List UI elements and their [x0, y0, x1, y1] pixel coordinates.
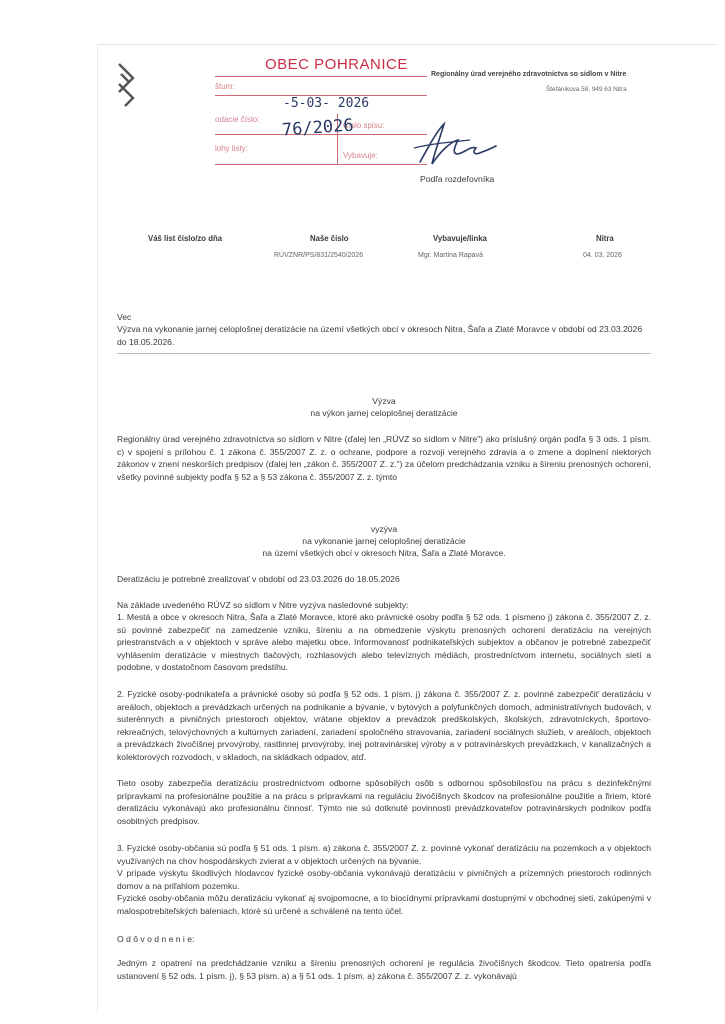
office-name: Regionálny úrad verejného zdravotníctva so sídlom v Nitre: [431, 71, 627, 78]
stamp-label-attachments: lohy listy:: [215, 144, 248, 153]
recipient: Podľa rozdeľovníka: [420, 174, 495, 184]
subject-divider: [117, 353, 651, 354]
registry-stamp: [215, 52, 430, 170]
reasoning-text: Jedným z opatrení na predchádzanie vzniku a šíreniu prenosných ochorení je regulácia živočíšnych škodcov. Tieto opatrenia podľa ustanovení § 52 ods. 1 písm. j), § 53 písm. a) a § 51 ods. 1 písm. a) zákona č. 355/2007 Z. z. vykonávajú: [117, 958, 651, 981]
stamp-title: OBEC POHRANICE: [265, 56, 408, 73]
list-item-3-note: V prípade výskytu škodlivých hlodavcov fyzické osoby-občania vykonávajú deratizáciu v pivničných a prízemných priestoroch rodinných domov a na priľahlom pozemku.: [117, 868, 651, 891]
stamp-label-file: Číslo spisu:: [343, 121, 385, 130]
intro-paragraph: Regionálny úrad verejného zdravotníctva so sídlom v Nitre (ďalej len „RÚVZ so sídlom v Nitre") ako príslušný orgán podľa § 3 ods. 1 písm. c) v spojení s prílohou č. 1 zákona č. 355/2007 Z. z. o ochrane, podpore a rozvoji verejného zdravia a o zmene a doplnení niektorých zákonov v znení neskorších predpisov (ďalej len „zákon č. 355/2007 Z. z.") za účelom predchádzania vzniku a šíreniu prenosných ochorení, všetky povinné subjekty podľa § 52 a § 53 zákona č. 355/2007 Z. z. týmto: [117, 434, 651, 482]
list-item-2-note: Tieto osoby zabezpečia deratizáciu prostredníctvom odborne spôsobilých osôb s odbornou spôsobilosťou na prácu s dezinfekčnými prípravkami na profesionálne použitie a na prácu s prípravkami na reguláciu živočíšnych škodcov na profesionálne použitie a firiem, ktoré deratizáciu vykonávajú ako profesionálnu činnosť. Týmto nie sú dotknuté povinnosti prevádzkovateľov potravinárskych podnikov podľa osobitných predpisov.: [117, 778, 651, 826]
list-item-3: 3. Fyzické osoby-občania sú podľa § 51 ods. 1 písm. a) zákona č. 355/2007 Z. z. povinné vykonať deratizáciu na pozemkoch a v objektoch využívaných na chov hospodárskych zvierat a v objektoch určených na bývanie.: [117, 843, 651, 866]
title-vyzyva-line2: na vykonanie jarnej celoplošnej deratizácie: [302, 536, 466, 546]
stamp-label-number: odacie číslo:: [215, 115, 260, 124]
list-intro: Na základe uvedeného RÚVZ so sídlom v Nitre vyzýva nasledovné subjekty:: [117, 600, 409, 610]
reasoning-label: O d ô v o d n e n i e:: [117, 934, 195, 944]
list-item-1: 1. Mestá a obce v okresoch Nitra, Šaľa a Zlaté Moravce, ktoré ako právnické osoby podľa § 52 ods. 1 písmeno j) zákona č. 355/2007 Z. z. sú povinné zabezpečiť na zamedzenie vzniku, šíreniu a na obmedzenie výskytu prenosných ochorení deratizáciu na verejných priestranstvách a v objektoch v správe alebo majetku obce. Informovanosť podnikateľských subjektov a občanov je potrebné zabezpečiť vyhlásením deratizácie v miestnych tlačových, rozhlasových alebo televíznych médiách, prostredníctvom internetu, sociálnych sietí a podobne, v dostatočnom časovom predstihu.: [117, 612, 651, 673]
ref-value-our-number: RÚVZNR/PS/831/2540/2026: [274, 252, 364, 259]
ref-header-your-letter: Váš list číslo/zo dňa: [148, 234, 223, 243]
title-vyzva: Výzva: [372, 396, 396, 406]
ref-header-our-number: Naše číslo: [310, 234, 349, 243]
stamp-number-handwritten: 76/2026: [281, 115, 355, 141]
list-item-2: 2. Fyzické osoby-podnikateľa a právnické osoby sú podľa § 52 ods. 1 písm. j) zákona č. 355/2007 Z. z. povinné zabezpečiť deratizáciu v areáloch, objektoch a prevádzkach určených na podnikanie a bývanie, v bytových a polyfunkčných domoch, administratívnych budovách, v suterénnych a pivničných priestoroch objektov, vrátane objektov a prevádzok predškolských, školských, zdravotníckych, športovo-rekreačných, telovýchovných a kultúrnych zariadení, zariadení spoločného stravovania, zariadení sociálnych služieb, v areáloch, objektoch a prevádzkach živočíšnej prvovýroby, rastlinnej prvovýroby, inej potravinárskej výroby a v potravinárskych prevádzkach, v kanalizačných a kolektorových rozvodoch, v skladoch, na skládkach odpadov, atď.: [117, 689, 651, 762]
title-vyzyva: vyzýva: [370, 524, 398, 534]
signature: [410, 118, 500, 170]
subject-text: Výzva na vykonanie jarnej celoplošnej deratizácie na území všetkých obcí v okresoch Nitra, Šaľa a Zlaté Moravce v období od 23.03.2026 do 18.05.2026.: [117, 324, 643, 347]
period-text: Deratizáciu je potrebné zrealizovať v období od 23.03.2026 do 18.05.2026: [117, 574, 400, 584]
scan-edge-top: [97, 44, 717, 45]
ref-value-date: 04. 03. 2026: [583, 252, 622, 259]
office-address: Štefánikova 58, 949 63 Nitra: [546, 86, 627, 93]
title-vyzva-subtitle: na výkon jarnej celoplošnej deratizácie: [310, 408, 458, 418]
scan-edge-left: [97, 44, 98, 1014]
stamp-date-handwritten: -5-03- 2026: [283, 96, 370, 111]
ref-header-handled-by: Vybavuje/linka: [433, 234, 487, 243]
ref-value-handled-by: Mgr. Martina Rapavá: [418, 252, 483, 259]
list-item-3-note2: Fyzické osoby-občania môžu deratizáciu vykonať aj svojpomocne, a to biocídnymi prípravkami dostupnými v obchodnej sieti, zakúpenými v malospotrebiteľských baleniach, ktoré sú určené a schválené na tento účel.: [117, 893, 651, 916]
stamp-label-received: štum:: [215, 82, 235, 91]
office-logo: [113, 62, 139, 108]
title-vyzyva-line3: na území všetkých obcí v okresoch Nitra, Šaľa a Zlaté Moravce.: [262, 548, 506, 558]
subject-label: Vec: [117, 312, 132, 322]
stamp-label-handled: Vybavuje:: [343, 151, 378, 160]
ref-header-place: Nitra: [596, 234, 614, 243]
